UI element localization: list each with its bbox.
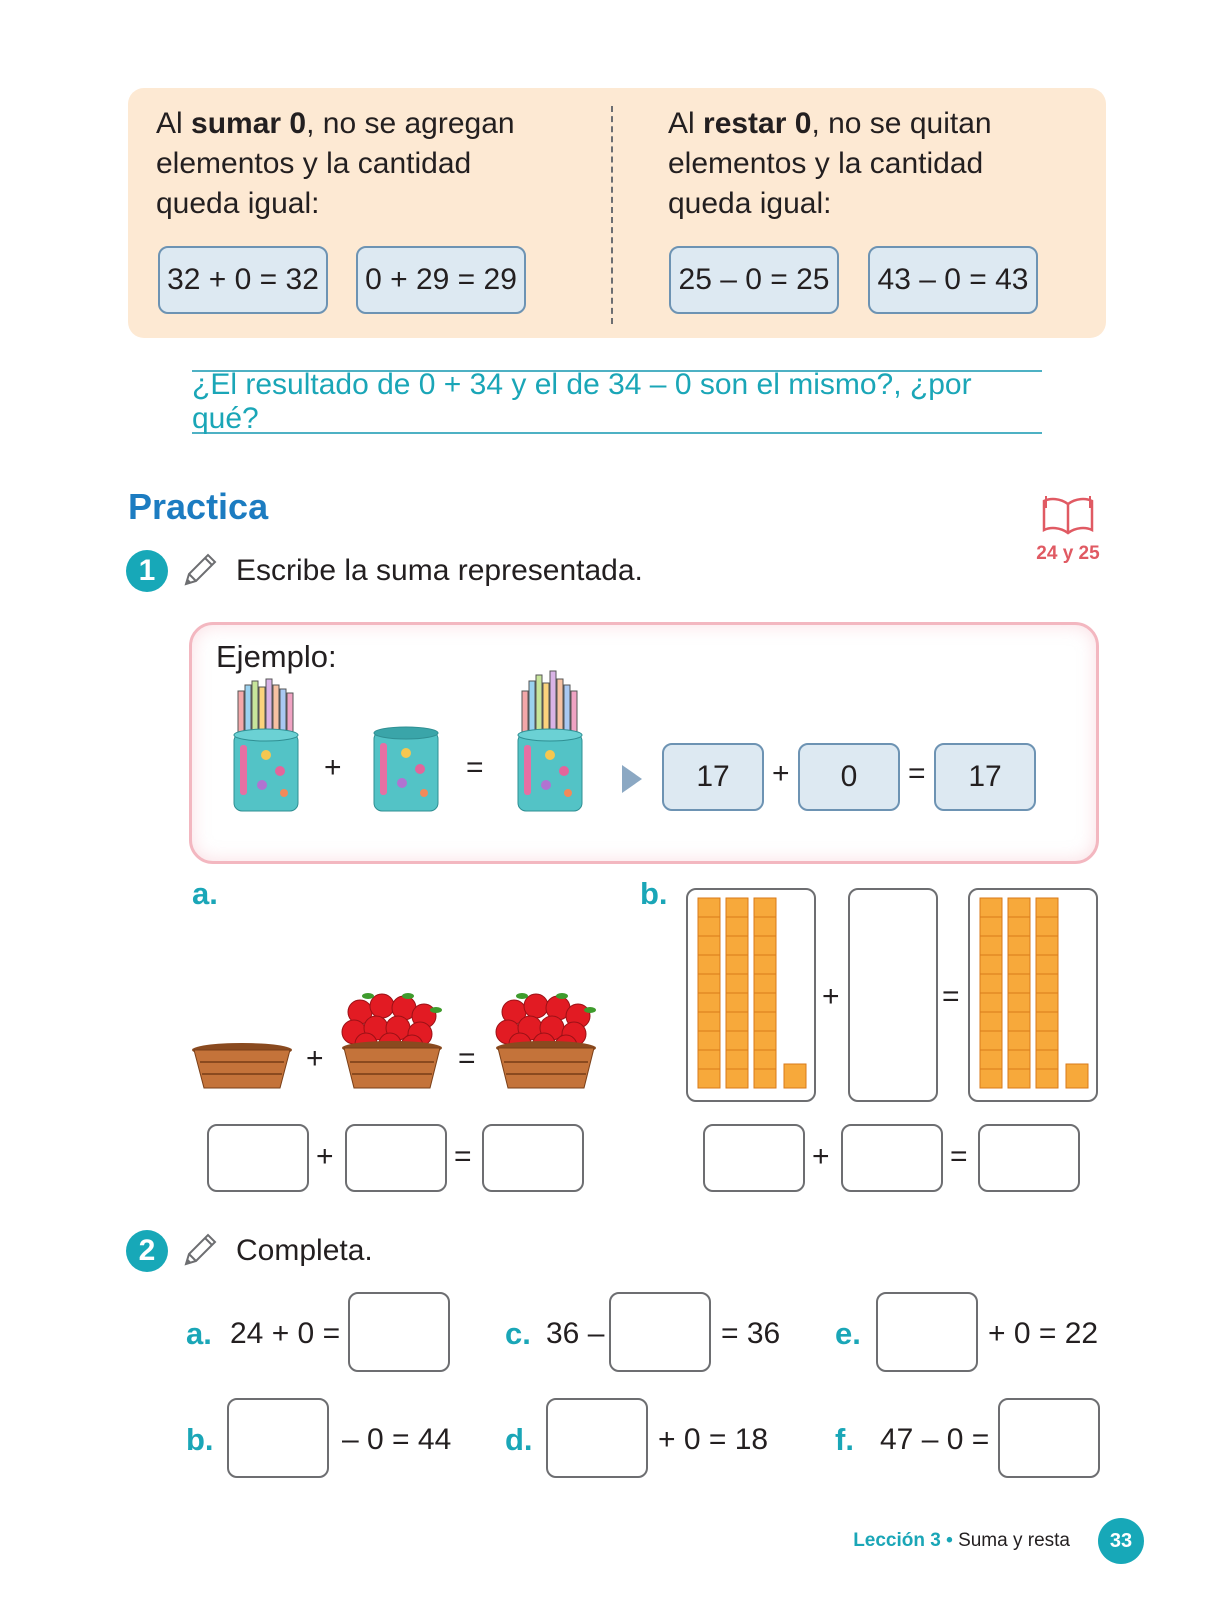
part-a-answer-1[interactable] <box>207 1124 309 1192</box>
item-c-label: c. <box>505 1316 531 1351</box>
exercise-1-instruction: Escribe la suma representada. <box>236 554 643 587</box>
example-plus: + <box>772 757 790 790</box>
item-f-answer[interactable] <box>998 1398 1100 1478</box>
item-a-expression: 24 + 0 = <box>230 1317 341 1350</box>
pencil-icon <box>180 1230 220 1270</box>
sum-example-2: 0 + 29 = 29 <box>356 246 526 314</box>
reflection-question <box>192 370 1042 434</box>
part-b-plus-sign: + <box>822 980 840 1013</box>
item-c-answer[interactable] <box>609 1292 711 1372</box>
part-a-plus-sign: + <box>306 1042 324 1075</box>
part-a-answer-equals: = <box>454 1140 472 1173</box>
part-a-answer-3[interactable] <box>482 1124 584 1192</box>
item-e-label: e. <box>835 1316 861 1351</box>
book-pages: 24 y 25 <box>1036 543 1100 564</box>
part-b-blocks-frame-2 <box>968 888 1098 1102</box>
example-result: 17 <box>934 743 1036 811</box>
part-b-blocks-frame-1 <box>686 888 816 1102</box>
part-a-label: a. <box>192 876 218 911</box>
part-a-answer-2[interactable] <box>345 1124 447 1192</box>
apple-basket-result-icon <box>492 990 600 1092</box>
plus-sign: + <box>324 751 342 784</box>
equals-sign: = <box>466 751 484 784</box>
pencil-cup-result-icon <box>512 665 588 815</box>
topic-label: Suma y resta <box>958 1530 1070 1551</box>
info-box <box>128 88 1106 338</box>
ten-rods-result-icon <box>970 890 1096 1100</box>
example-label: Ejemplo: <box>216 639 337 674</box>
exercise-2-instruction: Completa. <box>236 1234 373 1267</box>
info-sum-text: Al sumar 0, no se agregan elementos y la cantidad queda igual: <box>156 107 515 220</box>
section-title: Practica <box>128 486 269 527</box>
ten-rods-icon <box>688 890 814 1100</box>
open-book-icon <box>1040 494 1096 536</box>
item-f-label: f. <box>835 1422 854 1457</box>
item-d-label: d. <box>505 1422 533 1457</box>
info-subtract-text: Al restar 0, no se quitan elementos y la cantidad queda igual: <box>668 107 992 220</box>
item-b-expression: – 0 = 44 <box>342 1423 452 1456</box>
part-b-answer-3[interactable] <box>978 1124 1080 1192</box>
arrow-right-icon <box>622 765 642 793</box>
item-d-expression: + 0 = 18 <box>658 1423 769 1456</box>
sum-example-1: 32 + 0 = 32 <box>158 246 328 314</box>
part-a-answer-plus: + <box>316 1140 334 1173</box>
empty-basket-icon <box>190 1040 294 1092</box>
example-addend-1: 17 <box>662 743 764 811</box>
exercise-number-1: 1 <box>126 550 168 592</box>
example-equals: = <box>908 757 926 790</box>
page-number: 33 <box>1098 1518 1144 1564</box>
part-a-equals-sign: = <box>458 1042 476 1075</box>
apple-basket-icon <box>338 990 446 1092</box>
pencil-cup-full-icon <box>228 675 304 815</box>
book-reference <box>1028 494 1108 565</box>
question-text: ¿El resultado de 0 + 34 y el de 34 – 0 son el mismo?, ¿por qué? <box>192 368 972 435</box>
part-b-answer-1[interactable] <box>703 1124 805 1192</box>
empty-cup-icon <box>368 725 444 815</box>
example-box <box>189 622 1099 864</box>
exercise-number-2: 2 <box>126 1230 168 1272</box>
part-b-answer-plus: + <box>812 1140 830 1173</box>
item-d-answer[interactable] <box>546 1398 648 1478</box>
footer <box>853 1530 1070 1552</box>
part-b-empty-frame <box>848 888 938 1102</box>
part-b-answer-equals: = <box>950 1140 968 1173</box>
dashed-divider <box>611 106 613 324</box>
item-b-answer[interactable] <box>227 1398 329 1478</box>
item-c-expression-end: = 36 <box>721 1317 781 1350</box>
part-b-answer-2[interactable] <box>841 1124 943 1192</box>
item-f-expression: 47 – 0 = <box>880 1423 990 1456</box>
item-e-expression: + 0 = 22 <box>988 1317 1099 1350</box>
item-b-label: b. <box>186 1422 214 1457</box>
subtract-example-1: 25 – 0 = 25 <box>669 246 839 314</box>
part-b-label: b. <box>640 876 668 911</box>
footer-bullet: • <box>940 1530 959 1551</box>
lesson-label: Lección 3 <box>853 1530 941 1551</box>
example-addend-2: 0 <box>798 743 900 811</box>
pencil-icon <box>180 550 220 590</box>
item-a-label: a. <box>186 1316 212 1351</box>
subtract-example-2: 43 – 0 = 43 <box>868 246 1038 314</box>
item-a-answer[interactable] <box>348 1292 450 1372</box>
part-b-equals-sign: = <box>942 980 960 1013</box>
item-e-answer[interactable] <box>876 1292 978 1372</box>
item-c-expression-start: 36 – <box>546 1317 605 1350</box>
